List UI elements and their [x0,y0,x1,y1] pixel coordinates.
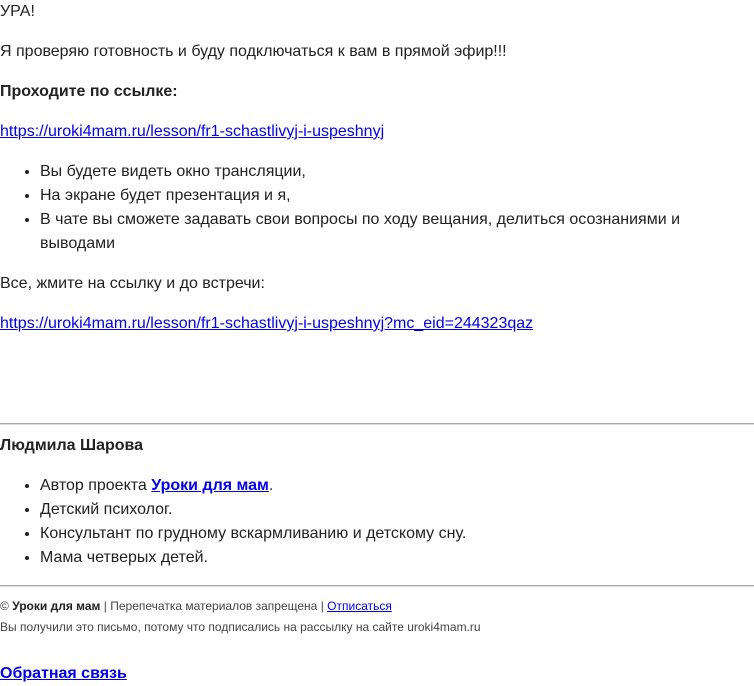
signature-roles-list [0,474,740,570]
list-item: • Детский психолог. [40,498,740,522]
list-item [40,474,740,498]
features-list [0,160,740,256]
footer-line [0,599,392,613]
link-heading: Проходите по ссылке: [0,83,178,100]
divider [0,585,754,587]
greeting-text: УРА! [0,3,35,20]
signature-name: Людмила Шарова [0,437,144,454]
project-link[interactable]: Уроки для мам [151,477,269,494]
lesson-link[interactable]: https://uroki4mam.ru/lesson/fr1-schastlivyj-i-uspeshnyj [0,123,385,140]
footer-separator: | [103,599,107,613]
list-item: • Мама четверых детей. [40,546,740,570]
list-item: • На экране будет презентация и я, [40,184,740,208]
list-item: • Консультант по грудному вскармливанию и детскому сну. [40,522,740,546]
list-item: • В чате вы сможете задавать свои вопросы по ходу вещания, делиться осознаниями и выводами [40,208,740,256]
lesson-link-2-paragraph [0,312,533,336]
lesson-link-with-id[interactable]: https://uroki4mam.ru/lesson/fr1-schastlivyj-i-uspeshnyj?mc_eid=244323qaz [0,315,534,332]
copyright-symbol: © [0,599,9,613]
list-item: • Вы будете видеть окно трансляции, [40,160,740,184]
footer-brand: Уроки для мам [12,599,101,613]
footer-separator: | [320,599,324,613]
author-prefix: Автор проекта [40,477,152,494]
intro-text: Я проверяю готовность и буду подключаться к вам в прямой эфир!!! [0,43,507,60]
divider [0,423,754,425]
feedback-link[interactable]: Обратная связь [0,665,127,682]
unsubscribe-link[interactable]: Отписаться [327,599,392,613]
lesson-link-paragraph [0,120,384,144]
no-reprint-text: Перепечатка материалов запрещена [110,599,318,613]
outro-text: Все, жмите на ссылку и до встречи: [0,275,265,292]
author-suffix: . [268,477,274,494]
subscription-reason: Вы получили это письмо, потому что подписались на рассылку на сайте uroki4mam.ru [0,620,481,634]
